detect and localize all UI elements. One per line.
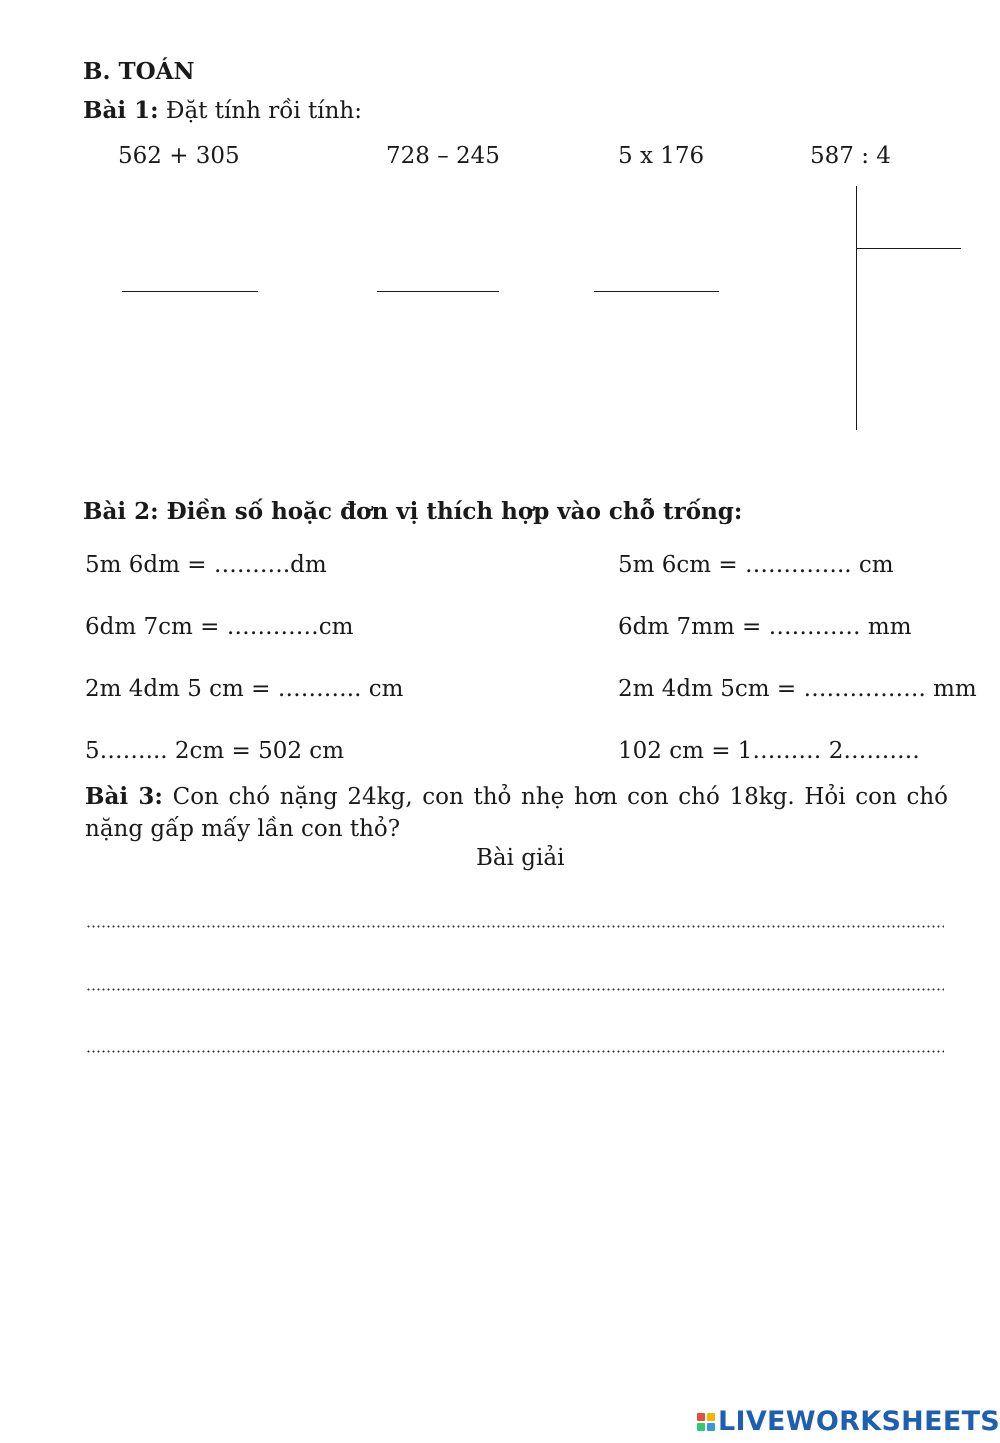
problem-subtraction: 728 – 245 (386, 143, 500, 169)
exercise3-label: Bài 3: (85, 783, 163, 810)
logo-text: LIVEWORKSHEETS (718, 1406, 1000, 1437)
problem-multiplication: 5 x 176 (618, 143, 705, 169)
answer-line-3 (86, 1050, 944, 1053)
multiplication-answer-line (594, 291, 719, 292)
exercise3-problem (85, 781, 948, 845)
exercise1-heading (83, 97, 362, 124)
logo-mark-icon (697, 1413, 715, 1431)
problem-division: 587 : 4 (810, 143, 891, 169)
division-horizontal-line (856, 248, 961, 249)
division-vertical-line (856, 186, 857, 430)
fill-item-5: 2m 4dm 5 cm = ……….. cm (85, 676, 404, 702)
exercise3-text: Con chó nặng 24kg, con thỏ nhẹ hơn con chó 18kg. Hỏi con chó nặng gấp mấy lần con thỏ? (85, 784, 948, 842)
exercise1-label: Bài 1: (83, 97, 159, 124)
answer-line-2 (86, 988, 944, 991)
liveworksheets-logo (697, 1406, 1000, 1437)
exercise1-instruction: Đặt tính rồi tính: (158, 98, 362, 124)
solution-heading: Bài giải (476, 845, 565, 871)
subtraction-answer-line (377, 291, 499, 292)
fill-item-8: 102 cm = 1……… 2………. (618, 738, 920, 764)
answer-line-1 (86, 925, 944, 928)
exercise2-title: Bài 2: Điền số hoặc đơn vị thích hợp vào chỗ trống: (83, 498, 743, 525)
fill-item-1: 5m 6dm = ……….dm (85, 552, 327, 578)
fill-item-4: 6dm 7mm = ………… mm (618, 614, 912, 640)
fill-item-6: 2m 4dm 5cm = ……………. mm (618, 676, 977, 702)
section-title: B. TOÁN (83, 58, 195, 85)
fill-item-3: 6dm 7cm = …………cm (85, 614, 354, 640)
addition-answer-line (122, 291, 258, 292)
fill-item-7: 5……... 2cm = 502 cm (85, 738, 344, 764)
problem-addition: 562 + 305 (118, 143, 240, 169)
fill-item-2: 5m 6cm = ………….. cm (618, 552, 894, 578)
